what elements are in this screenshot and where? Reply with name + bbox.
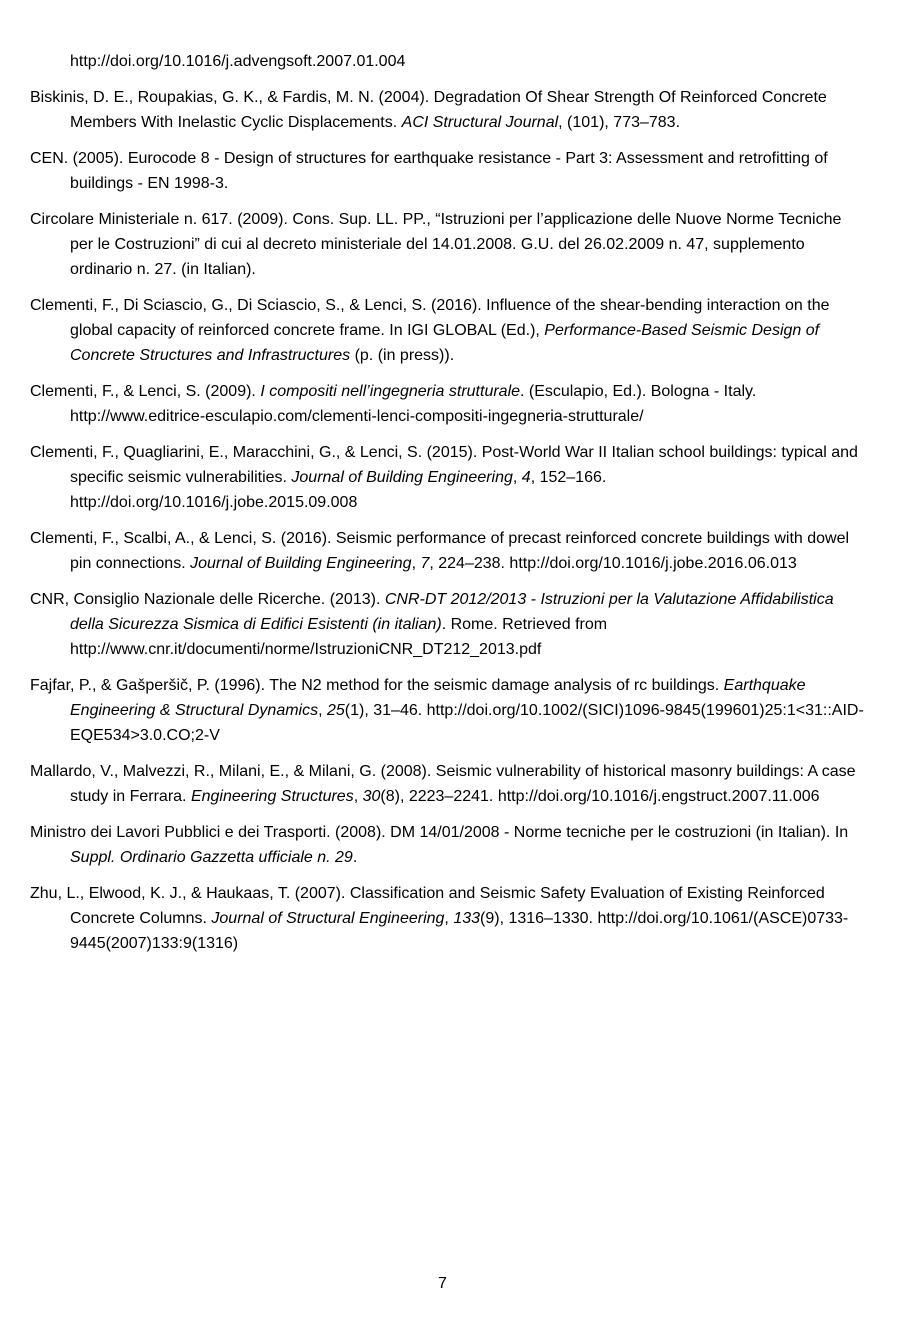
reference-entry — [30, 881, 868, 956]
reference-text-segment: Biskinis, D. E., Roupakias, G. K., & Fardis, M. N. (2004). Degradation Of Shear Strength Of Reinforced Concrete Members With Inelastic Cyclic Displacements. — [30, 89, 827, 131]
reference-italic-segment: 4 — [521, 469, 531, 486]
reference-text-segment: Clementi, F., Quagliarini, E., Maracchini, G., & Lenci, S. (2015). Post-World War II Italian school buildings: typical and specific seismic vulnerabilities. — [30, 444, 858, 486]
reference-entry — [30, 379, 868, 429]
reference-entry — [30, 85, 868, 135]
reference-text-segment: Zhu, L., Elwood, K. J., & Haukaas, T. (2007). Classification and Seismic Safety Evaluation of Existing Reinforced Concrete Columns. — [30, 885, 825, 927]
reference-text-segment: http://doi.org/10.1016/j.advengsoft.2007.01.004 — [70, 53, 406, 70]
reference-italic-segment: Engineering Structures — [190, 788, 354, 805]
reference-text-segment: . Rome. Retrieved from http://www.cnr.it/documenti/norme/IstruzioniCNR_DT212_2013.pdf — [70, 616, 608, 658]
reference-entry — [30, 49, 868, 74]
reference-entry — [30, 293, 868, 368]
reference-entry — [30, 440, 868, 515]
reference-italic-segment: Performance-Based Seismic Design of Concrete Structures and Infrastructures — [70, 322, 820, 364]
reference-entry — [30, 759, 868, 809]
reference-text-segment: Mallardo, V., Malvezzi, R., Milani, E., & Milani, G. (2008). Seismic vulnerability of historical masonry buildings: A case study in Ferrara. — [30, 763, 856, 805]
reference-text-segment: CEN. (2005). Eurocode 8 - Design of structures for earthquake resistance - Part 3: Assessment and retrofitting of buildings - EN 1998-3. — [30, 150, 828, 192]
reference-text-segment: (9), 1316–1330. http://doi.org/10.1061/(ASCE)0733-9445(2007)133:9(1316) — [70, 910, 849, 952]
reference-italic-segment: 7 — [420, 555, 430, 572]
reference-text-segment: , — [444, 910, 454, 927]
reference-text-segment: , 152–166. http://doi.org/10.1016/j.jobe.2015.09.008 — [70, 469, 607, 511]
reference-text-segment: , — [318, 702, 327, 719]
reference-text-segment: CNR, Consiglio Nazionale delle Ricerche. (2013). — [30, 591, 385, 608]
reference-text-segment: Clementi, F., & Lenci, S. (2009). — [30, 383, 261, 400]
reference-italic-segment: Journal of Building Engineering — [190, 555, 412, 572]
reference-italic-segment: 25 — [327, 702, 345, 719]
reference-text-segment: , — [512, 469, 522, 486]
reference-text-segment: . — [352, 849, 358, 866]
references-list — [30, 49, 868, 967]
reference-text-segment: Clementi, F., Di Sciascio, G., Di Sciascio, S., & Lenci, S. (2016). Influence of the shear-bending interaction on the global capacity of reinforced concrete frame. In IGI GLOBAL (Ed.), — [30, 297, 830, 339]
reference-entry — [30, 673, 868, 748]
reference-text-segment: , — [353, 788, 363, 805]
reference-italic-segment: Earthquake Engineering & Structural Dynamics — [70, 677, 806, 719]
reference-italic-segment: CNR-DT 2012/2013 - Istruzioni per la Valutazione Affidabilistica della Sicurezza Sismica di Edifici Esistenti (in italian) — [70, 591, 834, 633]
reference-italic-segment: ACI Structural Journal — [401, 114, 559, 131]
reference-text-segment: (p. (in press)). — [350, 347, 455, 364]
reference-text-segment: (8), 2223–2241. http://doi.org/10.1016/j.engstruct.2007.11.006 — [380, 788, 820, 805]
reference-italic-segment: Journal of Building Engineering — [291, 469, 513, 486]
reference-italic-segment: I compositi nell’ingegneria strutturale — [260, 383, 521, 400]
reference-text-segment: , 224–238. http://doi.org/10.1016/j.jobe.2016.06.013 — [429, 555, 797, 572]
reference-text-segment: , — [411, 555, 421, 572]
reference-entry — [30, 820, 868, 870]
reference-italic-segment: Suppl. Ordinario Gazzetta ufficiale n. 29 — [70, 849, 353, 866]
reference-entry — [30, 587, 868, 662]
page-number: 7 — [438, 1275, 447, 1292]
reference-italic-segment: 30 — [362, 788, 381, 805]
reference-text-segment: Fajfar, P., & Gašperšič, P. (1996). The N2 method for the seismic damage analysis of rc buildings. — [30, 677, 724, 694]
reference-text-segment: (1), 31–46. http://doi.org/10.1002/(SICI)1096-9845(199601)25:1<31::AID-EQE534>3.0.CO;2-V — [70, 702, 864, 744]
reference-text-segment: , (101), 773–783. — [558, 114, 681, 131]
reference-italic-segment: Journal of Structural Engineering — [211, 910, 445, 927]
reference-entry — [30, 526, 868, 576]
reference-text-segment: Clementi, F., Scalbi, A., & Lenci, S. (2016). Seismic performance of precast reinforced concrete buildings with dowel pin connections. — [30, 530, 850, 572]
reference-entry — [30, 207, 868, 282]
reference-italic-segment: 133 — [453, 910, 481, 927]
reference-text-segment: Ministro dei Lavori Pubblici e dei Trasporti. (2008). DM 14/01/2008 - Norme tecniche per le costruzioni (in Italian). In — [30, 824, 849, 841]
reference-text-segment: Circolare Ministeriale n. 617. (2009). Cons. Sup. LL. PP., “Istruzioni per l’applicazione delle Nuove Norme Tecniche per le Costruzioni” di cui al decreto ministeriale del 14.01.2008. G.U. del 26.02.2009 n. 47, supplemento ordinario n. 27. (in Italian). — [30, 211, 842, 278]
reference-entry — [30, 146, 868, 196]
reference-text-segment: . (Esculapio, Ed.). Bologna - Italy. http://www.editrice-esculapio.com/clementi-lenci-compositi-ingegneria-strutturale/ — [70, 383, 757, 425]
